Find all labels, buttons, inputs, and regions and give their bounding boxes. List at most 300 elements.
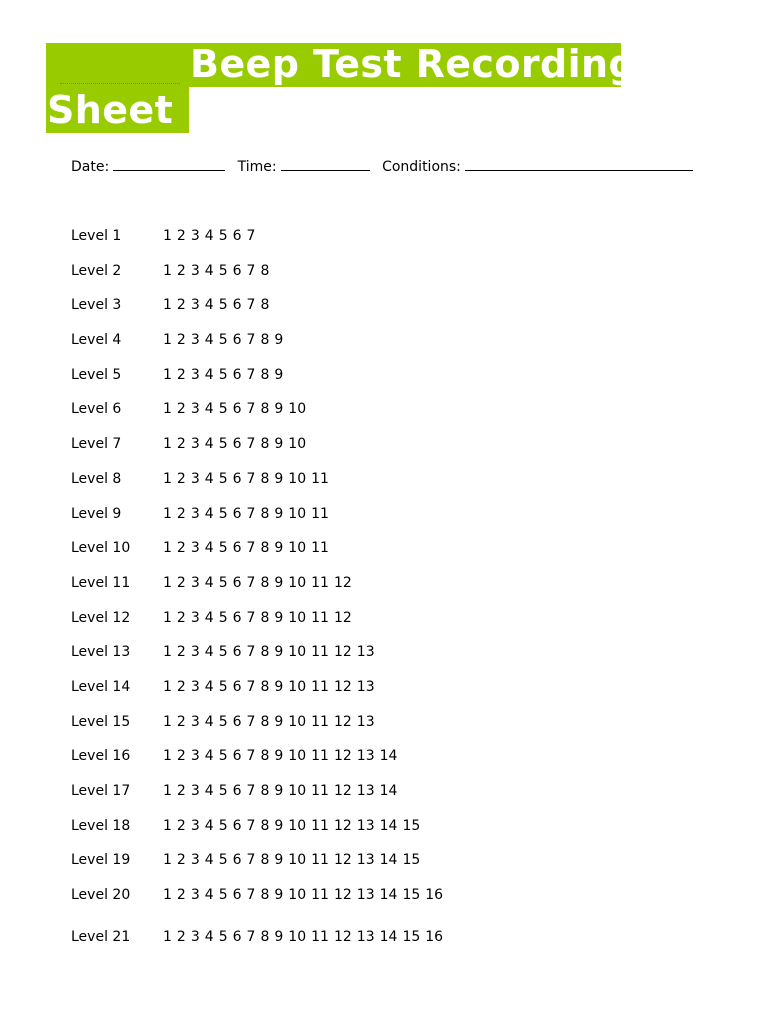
shuttle-number[interactable]: 3: [190, 609, 200, 626]
shuttle-number[interactable]: 10: [288, 852, 307, 869]
title-banner-line1: [46, 42, 637, 87]
shuttle-number[interactable]: 6: [232, 887, 242, 904]
level-row: [71, 505, 691, 540]
shuttle-number[interactable]: 6: [232, 644, 242, 661]
shuttle-number[interactable]: 5: [218, 713, 228, 730]
shuttle-number[interactable]: 14: [379, 887, 398, 904]
level-label: Level 3: [71, 297, 122, 314]
shuttle-number[interactable]: 3: [190, 401, 200, 418]
shuttle-number[interactable]: 3: [190, 332, 200, 349]
shuttle-number[interactable]: 4: [204, 297, 214, 314]
shuttle-number[interactable]: 11: [311, 713, 329, 730]
shuttle-number[interactable]: 12: [333, 713, 352, 730]
shuttle-number[interactable]: 2: [176, 470, 186, 487]
shuttle-number[interactable]: 7: [246, 297, 256, 314]
shuttle-number[interactable]: 4: [204, 678, 214, 695]
level-label: Level 18: [71, 817, 131, 834]
shuttle-number[interactable]: 9: [274, 783, 284, 799]
shuttle-number[interactable]: 4: [204, 228, 214, 244]
shuttle-number[interactable]: 2: [176, 929, 186, 946]
shuttle-number[interactable]: 8: [260, 748, 270, 765]
shuttle-number[interactable]: 4: [204, 436, 214, 453]
shuttle-number[interactable]: 2: [176, 644, 186, 661]
shuttle-number[interactable]: 5: [218, 366, 228, 383]
shuttle-numbers: [163, 747, 469, 765]
shuttle-number[interactable]: 10: [288, 748, 307, 765]
shuttle-number[interactable]: 8: [260, 540, 270, 557]
shuttle-number[interactable]: 8: [260, 470, 270, 487]
shuttle-number[interactable]: 9: [274, 436, 284, 453]
shuttle-number[interactable]: 4: [204, 817, 214, 834]
level-label: Level 4: [71, 332, 122, 349]
shuttle-number[interactable]: 4: [204, 505, 214, 522]
shuttle-number[interactable]: 8: [260, 783, 270, 799]
shuttle-number[interactable]: 5: [218, 540, 228, 557]
level-row: [71, 886, 691, 928]
shuttle-number[interactable]: 6: [232, 678, 242, 695]
shuttle-numbers: [163, 609, 469, 627]
shuttle-number[interactable]: 7: [246, 436, 256, 453]
shuttle-number[interactable]: 6: [232, 609, 242, 626]
level-label: Level 7: [71, 436, 122, 453]
shuttle-number[interactable]: 11: [311, 470, 329, 487]
shuttle-number[interactable]: 2: [176, 609, 186, 626]
level-label: Level 10: [71, 540, 131, 557]
shuttle-number[interactable]: 8: [260, 852, 270, 869]
shuttle-number[interactable]: 12: [333, 852, 352, 869]
shuttle-number[interactable]: 8: [260, 929, 270, 946]
time-field[interactable]: [281, 156, 370, 171]
shuttle-number[interactable]: 12: [333, 678, 352, 695]
shuttle-number[interactable]: 10: [288, 678, 307, 695]
shuttle-number[interactable]: 11: [311, 678, 329, 695]
shuttle-number[interactable]: 4: [204, 609, 214, 626]
shuttle-number[interactable]: 11: [311, 574, 329, 591]
shuttle-number[interactable]: 2: [176, 262, 186, 279]
shuttle-numbers: [163, 227, 469, 245]
shuttle-number[interactable]: 8: [260, 574, 270, 591]
shuttle-number[interactable]: 15: [402, 929, 421, 946]
shuttle-number[interactable]: 3: [190, 817, 200, 834]
shuttle-number[interactable]: 3: [190, 644, 200, 661]
level-row: [71, 851, 691, 886]
shuttle-number[interactable]: 3: [190, 228, 200, 244]
shuttle-number[interactable]: 9: [274, 713, 284, 730]
level-label: Level 15: [71, 713, 131, 730]
shuttle-number[interactable]: 4: [204, 644, 214, 661]
shuttle-number[interactable]: 4: [204, 401, 214, 418]
shuttle-numbers: [163, 296, 469, 314]
level-row: [71, 331, 691, 366]
shuttle-number[interactable]: 3: [190, 505, 200, 522]
shuttle-number[interactable]: 11: [311, 644, 329, 661]
shuttle-number[interactable]: 5: [218, 436, 228, 453]
shuttle-number[interactable]: 1: [163, 505, 172, 522]
shuttle-number[interactable]: 8: [260, 262, 270, 279]
shuttle-number[interactable]: 10: [288, 929, 307, 946]
level-label: Level 20: [71, 887, 131, 904]
shuttle-number[interactable]: 10: [288, 540, 307, 557]
shuttle-number[interactable]: 11: [311, 817, 329, 834]
shuttle-number[interactable]: 8: [260, 332, 270, 349]
shuttle-number[interactable]: 3: [190, 436, 200, 453]
shuttle-number[interactable]: 5: [218, 644, 228, 661]
shuttle-number[interactable]: 9: [274, 929, 284, 946]
shuttle-number[interactable]: 8: [260, 436, 270, 453]
shuttle-number[interactable]: 9: [274, 470, 284, 487]
shuttle-number[interactable]: 9: [274, 574, 284, 591]
shuttle-number[interactable]: 1: [163, 609, 172, 626]
shuttle-number[interactable]: 9: [274, 852, 284, 869]
shuttle-number[interactable]: 3: [190, 852, 200, 869]
level-label: Level 5: [71, 366, 122, 383]
date-field[interactable]: [113, 156, 225, 171]
shuttle-number[interactable]: 15: [402, 852, 421, 869]
shuttle-number[interactable]: 3: [190, 713, 200, 730]
shuttle-number[interactable]: 2: [176, 332, 186, 349]
shuttle-numbers: [163, 262, 469, 280]
shuttle-number[interactable]: 10: [288, 817, 307, 834]
shuttle-number[interactable]: 8: [260, 401, 270, 418]
shuttle-numbers: [163, 782, 469, 800]
shuttle-number[interactable]: 1: [163, 817, 172, 834]
shuttle-number[interactable]: 13: [356, 678, 375, 695]
shuttle-number[interactable]: 8: [260, 678, 270, 695]
shuttle-number[interactable]: 10: [288, 644, 307, 661]
shuttle-number[interactable]: 5: [218, 505, 228, 522]
shuttle-number[interactable]: 5: [218, 748, 228, 765]
shuttle-number[interactable]: 1: [163, 332, 172, 349]
shuttle-numbers: [163, 331, 469, 349]
shuttle-number[interactable]: 4: [204, 887, 214, 904]
shuttle-number[interactable]: 8: [260, 887, 270, 904]
level-label: Level 17: [71, 783, 131, 799]
shuttle-number[interactable]: 5: [218, 929, 228, 946]
shuttle-number[interactable]: 6: [232, 436, 242, 453]
shuttle-number[interactable]: 3: [190, 540, 200, 557]
shuttle-number[interactable]: 9: [274, 332, 284, 349]
shuttle-number[interactable]: 1: [163, 713, 172, 730]
shuttle-number[interactable]: 4: [204, 783, 214, 799]
shuttle-number[interactable]: 10: [288, 470, 307, 487]
shuttle-number[interactable]: 11: [311, 609, 329, 626]
shuttle-number[interactable]: 13: [356, 748, 375, 765]
shuttle-number[interactable]: 11: [311, 929, 329, 946]
shuttle-number[interactable]: 4: [204, 929, 214, 946]
shuttle-number[interactable]: 1: [163, 470, 172, 487]
shuttle-number[interactable]: 2: [176, 366, 186, 383]
shuttle-number[interactable]: 2: [176, 748, 186, 765]
shuttle-number[interactable]: 4: [204, 366, 214, 383]
shuttle-number[interactable]: 5: [218, 852, 228, 869]
shuttle-number[interactable]: 2: [176, 401, 186, 418]
shuttle-number[interactable]: 6: [232, 540, 242, 557]
shuttle-number[interactable]: 13: [356, 817, 375, 834]
level-row: [71, 643, 691, 678]
shuttle-number[interactable]: 5: [218, 332, 228, 349]
shuttle-number[interactable]: 13: [356, 644, 375, 661]
shuttle-number[interactable]: 6: [232, 852, 242, 869]
shuttle-number[interactable]: 5: [218, 262, 228, 279]
shuttle-number[interactable]: 7: [246, 783, 256, 799]
shuttle-number[interactable]: 6: [232, 297, 242, 314]
shuttle-number[interactable]: 3: [190, 783, 200, 799]
level-label: Level 14: [71, 678, 131, 695]
shuttle-number[interactable]: 4: [204, 540, 214, 557]
shuttle-number[interactable]: 10: [288, 401, 307, 418]
shuttle-number[interactable]: 10: [288, 436, 307, 453]
level-row: [71, 296, 691, 331]
shuttle-number[interactable]: 1: [163, 783, 172, 799]
shuttle-number[interactable]: 1: [163, 748, 172, 765]
shuttle-number[interactable]: 4: [204, 332, 214, 349]
time-label: Time:: [237, 159, 277, 175]
level-row: [71, 366, 691, 401]
shuttle-number[interactable]: 7: [246, 574, 256, 591]
level-row: [71, 400, 691, 435]
shuttle-numbers: [163, 505, 469, 523]
shuttle-number[interactable]: 7: [246, 852, 256, 869]
shuttle-number[interactable]: 11: [311, 783, 329, 799]
shuttle-number[interactable]: 12: [333, 748, 352, 765]
shuttle-numbers: [163, 713, 469, 731]
shuttle-number[interactable]: 5: [218, 470, 228, 487]
shuttle-number[interactable]: 7: [246, 644, 256, 661]
level-row: [71, 539, 691, 574]
shuttle-number[interactable]: 2: [176, 887, 186, 904]
shuttle-number[interactable]: 8: [260, 297, 270, 314]
level-row: [71, 747, 691, 782]
shuttle-number[interactable]: 3: [190, 748, 200, 765]
shuttle-number[interactable]: 9: [274, 609, 284, 626]
shuttle-number[interactable]: 7: [246, 748, 256, 765]
shuttle-number[interactable]: 2: [176, 817, 186, 834]
shuttle-number[interactable]: 5: [218, 817, 228, 834]
shuttle-number[interactable]: 15: [402, 887, 421, 904]
shuttle-number[interactable]: 12: [333, 783, 352, 799]
shuttle-number[interactable]: 6: [232, 332, 242, 349]
shuttle-numbers: [163, 886, 469, 904]
shuttle-number[interactable]: 6: [232, 228, 242, 244]
shuttle-number[interactable]: 9: [274, 540, 284, 557]
shuttle-number[interactable]: 2: [176, 678, 186, 695]
shuttle-number[interactable]: 4: [204, 713, 214, 730]
shuttle-number[interactable]: 10: [288, 713, 307, 730]
shuttle-number[interactable]: 6: [232, 817, 242, 834]
shuttle-number[interactable]: 7: [246, 713, 256, 730]
shuttle-number[interactable]: 12: [333, 609, 352, 626]
shuttle-number[interactable]: 8: [260, 713, 270, 730]
shuttle-number[interactable]: 13: [356, 887, 375, 904]
shuttle-number[interactable]: 13: [356, 929, 375, 946]
shuttle-number[interactable]: 9: [274, 366, 284, 383]
shuttle-number[interactable]: 6: [232, 470, 242, 487]
shuttle-number[interactable]: 5: [218, 609, 228, 626]
shuttle-number[interactable]: 9: [274, 644, 284, 661]
shuttle-number[interactable]: 1: [163, 852, 172, 869]
shuttle-number[interactable]: 6: [232, 505, 242, 522]
shuttle-number[interactable]: 7: [246, 678, 256, 695]
shuttle-number[interactable]: 9: [274, 505, 284, 522]
shuttle-number[interactable]: 14: [379, 852, 398, 869]
shuttle-number[interactable]: 6: [232, 401, 242, 418]
shuttle-number[interactable]: 4: [204, 748, 214, 765]
shuttle-number[interactable]: 2: [176, 852, 186, 869]
shuttle-number[interactable]: 12: [333, 929, 352, 946]
shuttle-number[interactable]: 11: [311, 505, 329, 522]
shuttle-number[interactable]: 5: [218, 783, 228, 799]
shuttle-number[interactable]: 6: [232, 748, 242, 765]
shuttle-number[interactable]: 1: [163, 401, 172, 418]
shuttle-number[interactable]: 9: [274, 817, 284, 834]
shuttle-number[interactable]: 7: [246, 262, 256, 279]
shuttle-number[interactable]: 5: [218, 401, 228, 418]
shuttle-number[interactable]: 9: [274, 401, 284, 418]
conditions-field[interactable]: [465, 156, 693, 171]
shuttle-number[interactable]: 2: [176, 713, 186, 730]
shuttle-numbers: [163, 643, 469, 661]
page-title-line2: Sheet: [47, 88, 174, 132]
shuttle-number[interactable]: 12: [333, 574, 352, 591]
page-title-line1: Beep Test Recording: [190, 42, 637, 86]
shuttle-number[interactable]: 10: [288, 783, 307, 799]
shuttle-number[interactable]: 9: [274, 887, 284, 904]
shuttle-number[interactable]: 9: [274, 748, 284, 765]
level-label: Level 19: [71, 852, 131, 869]
shuttle-number[interactable]: 11: [311, 540, 329, 557]
shuttle-number[interactable]: 11: [311, 887, 329, 904]
shuttle-number[interactable]: 5: [218, 678, 228, 695]
level-label: Level 6: [71, 401, 122, 418]
shuttle-numbers: [163, 928, 469, 946]
shuttle-number[interactable]: 7: [246, 332, 256, 349]
date-label: Date:: [71, 159, 110, 175]
shuttle-number[interactable]: 1: [163, 887, 172, 904]
shuttle-number[interactable]: 4: [204, 852, 214, 869]
shuttle-number[interactable]: 1: [163, 436, 172, 453]
shuttle-number[interactable]: 1: [163, 540, 172, 557]
level-row: [71, 470, 691, 505]
shuttle-number[interactable]: 6: [232, 929, 242, 946]
shuttle-number[interactable]: 6: [232, 366, 242, 383]
shuttle-number[interactable]: 10: [288, 574, 307, 591]
shuttle-number[interactable]: 10: [288, 505, 307, 522]
shuttle-number[interactable]: 2: [176, 783, 186, 799]
shuttle-number[interactable]: 3: [190, 887, 200, 904]
shuttle-number[interactable]: 6: [232, 713, 242, 730]
shuttle-number[interactable]: 7: [246, 887, 256, 904]
shuttle-number[interactable]: 2: [176, 297, 186, 314]
shuttle-number[interactable]: 14: [379, 817, 398, 834]
shuttle-number[interactable]: 3: [190, 929, 200, 946]
shuttle-number[interactable]: 12: [333, 817, 352, 834]
shuttle-number[interactable]: 8: [260, 817, 270, 834]
shuttle-number[interactable]: 4: [204, 262, 214, 279]
shuttle-number[interactable]: 1: [163, 262, 172, 279]
shuttle-numbers: [163, 678, 469, 696]
shuttle-number[interactable]: 2: [176, 540, 186, 557]
shuttle-number[interactable]: 7: [246, 817, 256, 834]
shuttle-number[interactable]: 2: [176, 228, 186, 244]
shuttle-number[interactable]: 5: [218, 887, 228, 904]
shuttle-number[interactable]: 7: [246, 401, 256, 418]
shuttle-number[interactable]: 2: [176, 574, 186, 591]
shuttle-number[interactable]: 7: [246, 366, 256, 383]
shuttle-number[interactable]: 14: [379, 929, 398, 946]
shuttle-number[interactable]: 5: [218, 228, 228, 244]
shuttle-number[interactable]: 1: [163, 297, 172, 314]
shuttle-number[interactable]: 6: [232, 262, 242, 279]
shuttle-number[interactable]: 2: [176, 505, 186, 522]
conditions-label: Conditions:: [382, 159, 461, 175]
shuttle-number[interactable]: 13: [356, 852, 375, 869]
shuttle-number[interactable]: 3: [190, 262, 200, 279]
shuttle-number[interactable]: 6: [232, 574, 242, 591]
shuttle-number[interactable]: 1: [163, 678, 172, 695]
shuttle-number[interactable]: 3: [190, 574, 200, 591]
shuttle-number[interactable]: 7: [246, 929, 256, 946]
shuttle-number[interactable]: 1: [163, 366, 172, 383]
shuttle-number[interactable]: 1: [163, 929, 172, 946]
shuttle-number[interactable]: 8: [260, 644, 270, 661]
shuttle-number[interactable]: 8: [260, 505, 270, 522]
shuttle-number[interactable]: 8: [260, 366, 270, 383]
shuttle-number[interactable]: 7: [246, 470, 256, 487]
shuttle-number[interactable]: 7: [246, 505, 256, 522]
shuttle-number[interactable]: 8: [260, 609, 270, 626]
shuttle-number[interactable]: 3: [190, 297, 200, 314]
shuttle-number[interactable]: 4: [204, 470, 214, 487]
shuttle-number[interactable]: 1: [163, 574, 172, 591]
shuttle-number[interactable]: 11: [311, 852, 329, 869]
level-row: [71, 574, 691, 609]
shuttle-number[interactable]: 7: [246, 228, 256, 244]
shuttle-number[interactable]: 6: [232, 783, 242, 799]
shuttle-number[interactable]: 4: [204, 574, 214, 591]
shuttle-number[interactable]: 3: [190, 366, 200, 383]
shuttle-number[interactable]: 2: [176, 436, 186, 453]
level-label: Level 9: [71, 505, 122, 522]
shuttle-number[interactable]: 7: [246, 540, 256, 557]
shuttle-number[interactable]: 1: [163, 644, 172, 661]
shuttle-number[interactable]: 16: [425, 929, 444, 946]
level-label: Level 12: [71, 609, 131, 626]
shuttle-number[interactable]: 13: [356, 783, 375, 799]
level-row: [71, 713, 691, 748]
shuttle-number[interactable]: 7: [246, 609, 256, 626]
shuttle-number[interactable]: 16: [425, 887, 444, 904]
shuttle-number[interactable]: 13: [356, 713, 375, 730]
shuttle-number[interactable]: 14: [379, 783, 398, 799]
shuttle-number[interactable]: 12: [333, 644, 352, 661]
shuttle-number[interactable]: 9: [274, 678, 284, 695]
shuttle-numbers: [163, 400, 469, 418]
shuttle-number[interactable]: 10: [288, 887, 307, 904]
shuttle-numbers: [163, 470, 469, 488]
shuttle-number[interactable]: 12: [333, 887, 352, 904]
shuttle-number[interactable]: 5: [218, 574, 228, 591]
shuttle-number[interactable]: 10: [288, 609, 307, 626]
shuttle-number[interactable]: 11: [311, 748, 329, 765]
shuttle-number[interactable]: 5: [218, 297, 228, 314]
shuttle-number[interactable]: 3: [190, 678, 200, 695]
shuttle-number[interactable]: 3: [190, 470, 200, 487]
level-row: [71, 609, 691, 644]
shuttle-number[interactable]: 1: [163, 228, 172, 244]
shuttle-number[interactable]: 15: [402, 817, 421, 834]
shuttle-number[interactable]: 14: [379, 748, 398, 765]
level-row: [71, 782, 691, 817]
